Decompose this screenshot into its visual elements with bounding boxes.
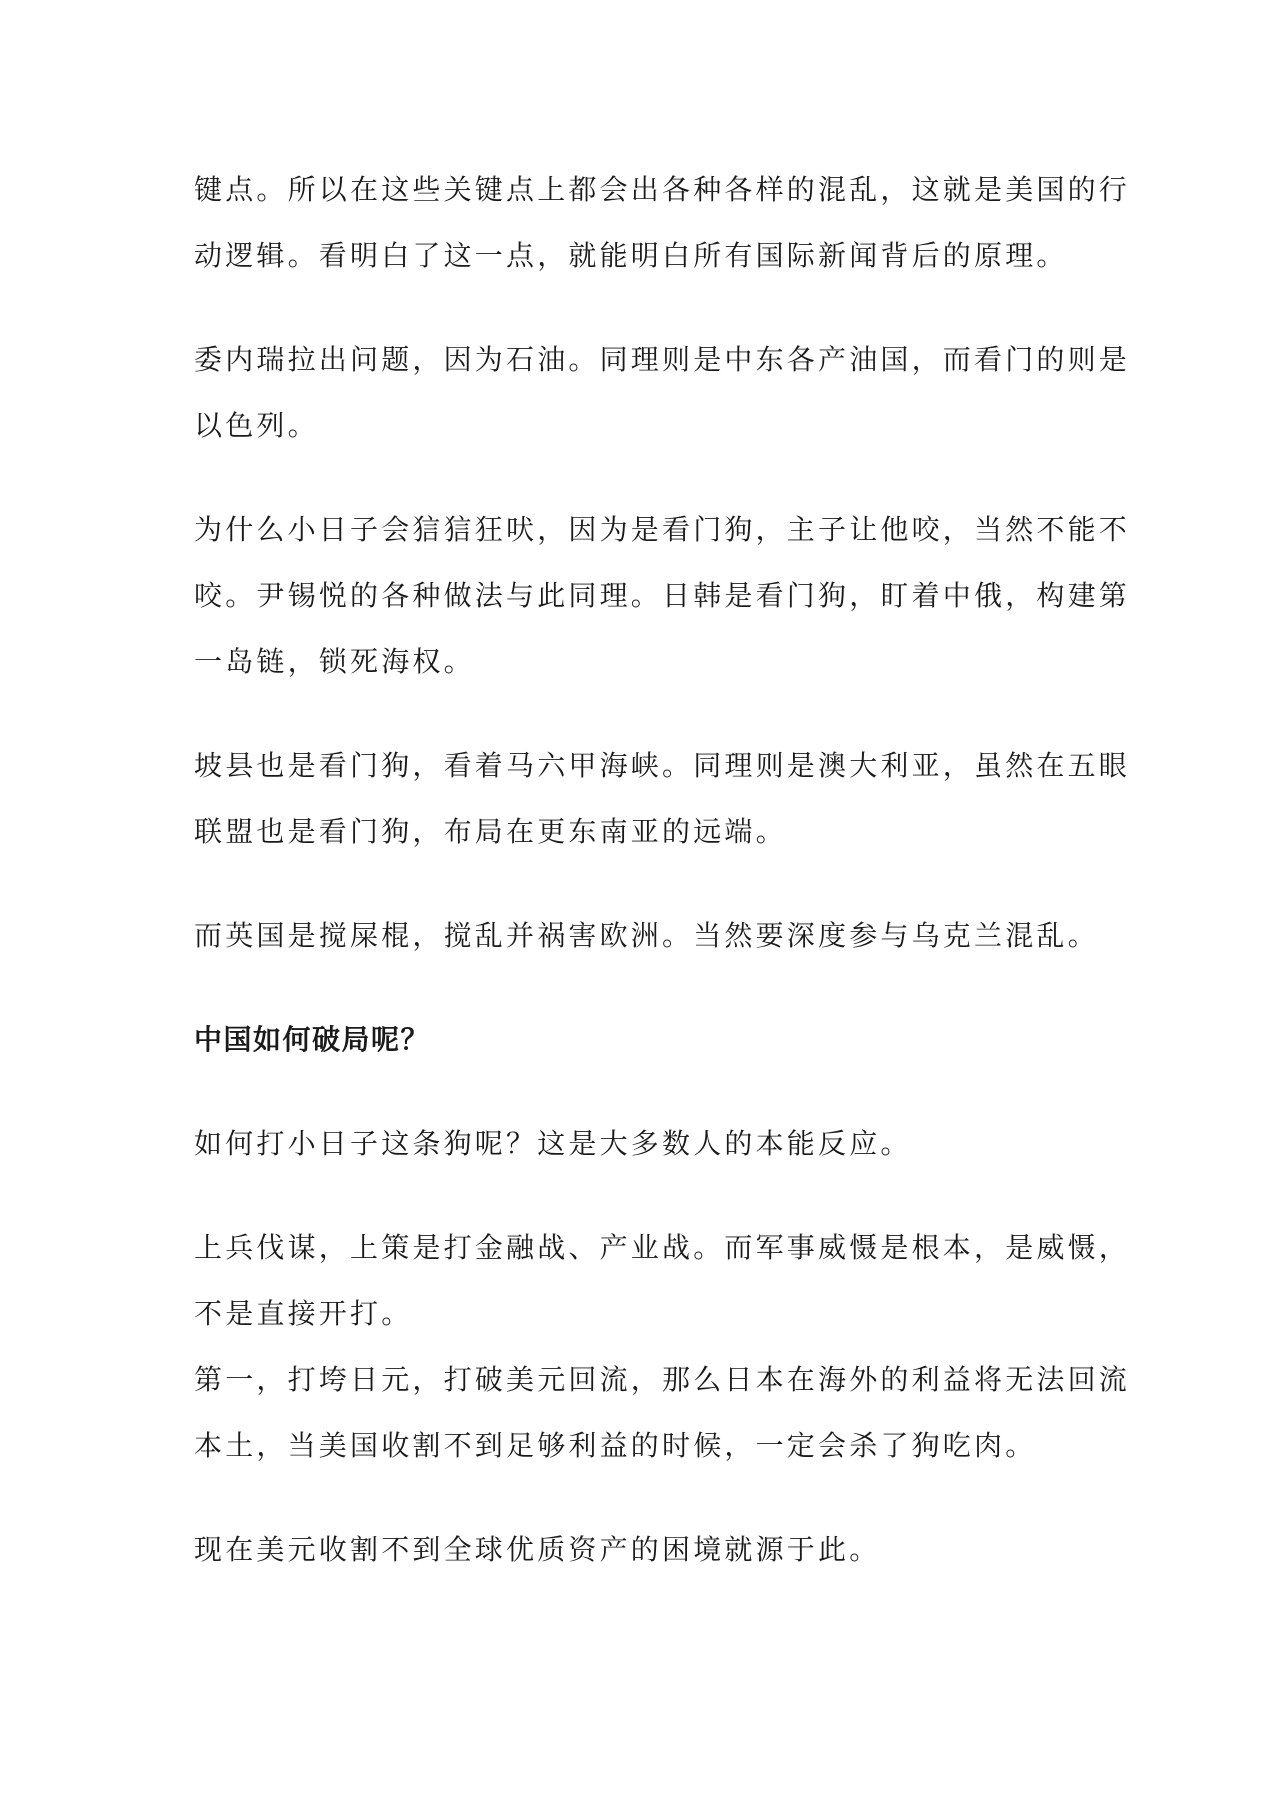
section-heading: 中国如何破局呢？ (194, 1023, 431, 1056)
paragraph-line: 委内瑞拉出问题，因为石油。同理则是中东各产油国，而看门的则是 (194, 343, 1131, 376)
paragraph-line: 而英国是搅屎棍，搅乱并祸害欧洲。当然要深度参与乌克兰混乱。 (194, 919, 1099, 952)
paragraph-line: 现在美元收割不到全球优质资产的困境就源于此。 (194, 1533, 881, 1566)
paragraph-line: 坡县也是看门狗，看着马六甲海峡。同理则是澳大利亚，虽然在五眼 (194, 749, 1131, 782)
paragraph-line: 以色列。 (194, 409, 319, 442)
paragraph-line: 不是直接开打。 (194, 1297, 413, 1330)
paragraph-line: 如何打小日子这条狗呢？这是大多数人的本能反应。 (194, 1127, 912, 1160)
paragraph-line: 第一，打垮日元，打破美元回流，那么日本在海外的利益将无法回流 (194, 1363, 1131, 1396)
paragraph-line: 咬。尹锡悦的各种做法与此同理。日韩是看门狗，盯着中俄，构建第 (194, 579, 1131, 612)
paragraph-line: 为什么小日子会狺狺狂吠，因为是看门狗，主子让他咬，当然不能不 (194, 513, 1131, 546)
paragraph-line: 上兵伐谋，上策是打金融战、产业战。而军事威慑是根本，是威慑， (194, 1231, 1131, 1264)
paragraph-line: 本土，当美国收割不到足够利益的时候，一定会杀了狗吃肉。 (194, 1429, 1037, 1462)
paragraph-line: 联盟也是看门狗，布局在更东南亚的远端。 (194, 815, 787, 848)
paragraph-line: 键点。所以在这些关键点上都会出各种各样的混乱，这就是美国的行 (194, 173, 1131, 206)
paragraph-line: 动逻辑。看明白了这一点，就能明白所有国际新闻背后的原理。 (194, 239, 1068, 272)
paragraph-line: 一岛链，锁死海权。 (194, 645, 475, 678)
